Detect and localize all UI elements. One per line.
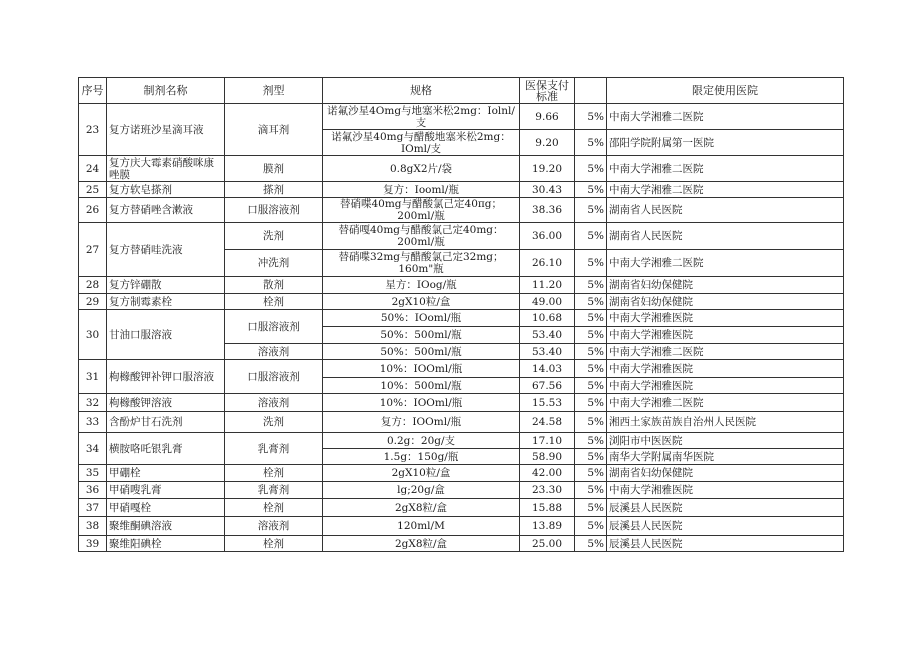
row-spec: 2gX10粒/盒 bbox=[323, 294, 520, 310]
row-form: 栓剂 bbox=[225, 536, 323, 552]
row-ratio: 5% bbox=[575, 223, 607, 250]
row-no: 34 bbox=[79, 433, 107, 465]
row-price: 53.40 bbox=[520, 327, 575, 344]
row-ratio: 5% bbox=[575, 378, 607, 394]
table-row bbox=[79, 536, 844, 552]
header-price: 医保支付标准 bbox=[520, 78, 575, 104]
row-ratio: 5% bbox=[575, 360, 607, 378]
row-no: 36 bbox=[79, 482, 107, 499]
row-name: 枸橼酸钾溶液 bbox=[107, 394, 225, 412]
row-ratio: 5% bbox=[575, 482, 607, 499]
row-hospital: 中南大学湘雅二医院 bbox=[607, 394, 844, 412]
row-spec: 1.5g：150g/瓶 bbox=[323, 449, 520, 465]
row-form: 栓剂 bbox=[225, 499, 323, 517]
header-hospital: 限定使用医院 bbox=[607, 78, 844, 104]
row-price: 17.10 bbox=[520, 433, 575, 449]
table-row bbox=[79, 294, 844, 310]
row-hospital: 中南大学湘雅医院 bbox=[607, 310, 844, 327]
row-hospital: 中南大学湘雅二医院 bbox=[607, 250, 844, 277]
row-spec: 诺氟沙星40mg与醋酸地塞米松2mg：IOml/支 bbox=[323, 130, 520, 156]
row-name: 甲硼栓 bbox=[107, 465, 225, 482]
row-price: 58.90 bbox=[520, 449, 575, 465]
row-hospital: 辰溪县人民医院 bbox=[607, 499, 844, 517]
row-spec: 2gX10粒/盒 bbox=[323, 465, 520, 482]
row-hospital: 辰溪县人民医院 bbox=[607, 536, 844, 552]
row-ratio: 5% bbox=[575, 536, 607, 552]
row-spec: 2gX8粒/盒 bbox=[323, 499, 520, 517]
row-name: 复方替硝哇洗液 bbox=[107, 223, 225, 277]
row-price: 24.58 bbox=[520, 412, 575, 433]
row-form: 乳膏剂 bbox=[225, 482, 323, 499]
row-form: 冲洗剂 bbox=[225, 250, 323, 277]
row-spec: 50%：IOoml/瓶 bbox=[323, 310, 520, 327]
row-form: 口服溶液剂 bbox=[225, 198, 323, 223]
row-spec: 10%：IOOml/瓶 bbox=[323, 394, 520, 412]
row-form: 栓剂 bbox=[225, 465, 323, 482]
header-row bbox=[79, 78, 844, 104]
row-ratio: 5% bbox=[575, 344, 607, 360]
table-row bbox=[79, 223, 844, 250]
row-ratio: 5% bbox=[575, 156, 607, 182]
row-name: 复方庆大霉素硝酸咪康唑膜 bbox=[107, 156, 225, 182]
row-price: 15.88 bbox=[520, 499, 575, 517]
row-form: 膜剂 bbox=[225, 156, 323, 182]
row-price: 23.30 bbox=[520, 482, 575, 499]
row-hospital: 湖南省人民医院 bbox=[607, 223, 844, 250]
row-hospital: 中南大学湘雅二医院 bbox=[607, 344, 844, 360]
table-row bbox=[79, 482, 844, 499]
row-price: 26.10 bbox=[520, 250, 575, 277]
row-price: 25.00 bbox=[520, 536, 575, 552]
row-spec: 替硝喋32mg与醋酸氯己定32mg；160m"瓶 bbox=[323, 250, 520, 277]
row-hospital: 辰溪县人民医院 bbox=[607, 517, 844, 536]
row-spec: 50%：500ml/瓶 bbox=[323, 344, 520, 360]
row-spec: 星方：IOog/瓶 bbox=[323, 277, 520, 294]
row-no: 24 bbox=[79, 156, 107, 182]
row-price: 38.36 bbox=[520, 198, 575, 223]
table-row bbox=[79, 277, 844, 294]
row-no: 23 bbox=[79, 104, 107, 156]
row-ratio: 5% bbox=[575, 277, 607, 294]
row-price: 14.03 bbox=[520, 360, 575, 378]
row-no: 39 bbox=[79, 536, 107, 552]
row-hospital: 湖南省妇幼保健院 bbox=[607, 277, 844, 294]
row-hospital: 湘西土家族苗族自治州人民医院 bbox=[607, 412, 844, 433]
row-name: 含酚炉甘石洗剂 bbox=[107, 412, 225, 433]
table-row bbox=[79, 499, 844, 517]
row-spec: 复方：Iooml/瓶 bbox=[323, 182, 520, 198]
row-no: 25 bbox=[79, 182, 107, 198]
row-ratio: 5% bbox=[575, 433, 607, 449]
header-name: 制剂名称 bbox=[107, 78, 225, 104]
row-no: 30 bbox=[79, 310, 107, 360]
row-price: 42.00 bbox=[520, 465, 575, 482]
row-spec: 2gX8粒/盒 bbox=[323, 536, 520, 552]
row-spec: 120ml/M bbox=[323, 517, 520, 536]
row-price: 11.20 bbox=[520, 277, 575, 294]
row-form: 洗剂 bbox=[225, 412, 323, 433]
row-name: 甘油口服溶液 bbox=[107, 310, 225, 360]
row-no: 38 bbox=[79, 517, 107, 536]
row-spec: lg;20g/盒 bbox=[323, 482, 520, 499]
row-price: 13.89 bbox=[520, 517, 575, 536]
table-row bbox=[79, 465, 844, 482]
header-form: 剂型 bbox=[225, 78, 323, 104]
row-hospital: 中南大学湘雅二医院 bbox=[607, 104, 844, 130]
row-ratio: 5% bbox=[575, 104, 607, 130]
row-ratio: 5% bbox=[575, 182, 607, 198]
row-form: 散剂 bbox=[225, 277, 323, 294]
row-form: 搽剂 bbox=[225, 182, 323, 198]
row-hospital: 湖南省人民医院 bbox=[607, 198, 844, 223]
row-name: 复方制霉素栓 bbox=[107, 294, 225, 310]
row-ratio: 5% bbox=[575, 394, 607, 412]
row-ratio: 5% bbox=[575, 327, 607, 344]
row-spec: 0.8gX2片/袋 bbox=[323, 156, 520, 182]
table-row bbox=[79, 198, 844, 223]
row-price: 30.43 bbox=[520, 182, 575, 198]
row-ratio: 5% bbox=[575, 250, 607, 277]
row-spec: 复方：IOOml/瓶 bbox=[323, 412, 520, 433]
row-spec: 诺氟沙星4Omg与地塞米松2mg：Iolnl/支 bbox=[323, 104, 520, 130]
row-spec: 50%：500ml/瓶 bbox=[323, 327, 520, 344]
row-no: 35 bbox=[79, 465, 107, 482]
row-ratio: 5% bbox=[575, 198, 607, 223]
row-hospital: 南华大学附属南华医院 bbox=[607, 449, 844, 465]
row-hospital: 湖南省妇幼保健院 bbox=[607, 465, 844, 482]
header-ratio bbox=[575, 78, 607, 104]
row-price: 10.68 bbox=[520, 310, 575, 327]
row-hospital: 中南大学湘雅医院 bbox=[607, 360, 844, 378]
table-row bbox=[79, 310, 844, 327]
row-form: 洗剂 bbox=[225, 223, 323, 250]
row-form: 口服溶液剂 bbox=[225, 360, 323, 394]
row-ratio: 5% bbox=[575, 130, 607, 156]
row-form: 溶液剂 bbox=[225, 394, 323, 412]
table-row bbox=[79, 156, 844, 182]
header-spec: 规格 bbox=[323, 78, 520, 104]
table-row bbox=[79, 360, 844, 378]
row-price: 15.53 bbox=[520, 394, 575, 412]
row-ratio: 5% bbox=[575, 499, 607, 517]
row-form: 溶液剂 bbox=[225, 344, 323, 360]
row-spec: 10%：IOOml/瓶 bbox=[323, 360, 520, 378]
row-hospital: 湖南省妇幼保健院 bbox=[607, 294, 844, 310]
row-spec: 替硝喋40mg与醋酸氯己定40πg；200ml/瓶 bbox=[323, 198, 520, 223]
row-no: 29 bbox=[79, 294, 107, 310]
row-price: 53.40 bbox=[520, 344, 575, 360]
row-form: 溶液剂 bbox=[225, 517, 323, 536]
row-form: 乳膏剂 bbox=[225, 433, 323, 465]
row-ratio: 5% bbox=[575, 517, 607, 536]
row-ratio: 5% bbox=[575, 294, 607, 310]
table-row bbox=[79, 104, 844, 130]
row-name: 复方软皂搽剂 bbox=[107, 182, 225, 198]
row-no: 31 bbox=[79, 360, 107, 394]
row-ratio: 5% bbox=[575, 310, 607, 327]
row-price: 9.20 bbox=[520, 130, 575, 156]
row-name: 复方替硝唑含漱液 bbox=[107, 198, 225, 223]
table-row bbox=[79, 433, 844, 449]
table-row bbox=[79, 517, 844, 536]
row-no: 33 bbox=[79, 412, 107, 433]
table-row bbox=[79, 412, 844, 433]
row-name: 甲硝嗖乳膏 bbox=[107, 482, 225, 499]
row-hospital: 中南大学湘雅二医院 bbox=[607, 182, 844, 198]
table-row bbox=[79, 394, 844, 412]
row-price: 67.56 bbox=[520, 378, 575, 394]
row-spec: 0.2g：20g/支 bbox=[323, 433, 520, 449]
row-no: 28 bbox=[79, 277, 107, 294]
row-name: 聚维酮碘溶液 bbox=[107, 517, 225, 536]
row-no: 26 bbox=[79, 198, 107, 223]
header-no: 序号 bbox=[79, 78, 107, 104]
row-hospital: 浏阳市中医医院 bbox=[607, 433, 844, 449]
row-hospital: 中南大学湘雅医院 bbox=[607, 482, 844, 499]
row-name: 枸橼酸钾补钾口服溶液 bbox=[107, 360, 225, 394]
row-hospital: 邵阳学院附属第一医院 bbox=[607, 130, 844, 156]
row-name: 横胺咯吒银乳膏 bbox=[107, 433, 225, 465]
row-spec: 10%：500ml/瓶 bbox=[323, 378, 520, 394]
row-hospital: 中南大学湘雅医院 bbox=[607, 327, 844, 344]
row-hospital: 中南大学湘雅二医院 bbox=[607, 156, 844, 182]
row-name: 复方诺班沙星滴耳液 bbox=[107, 104, 225, 156]
row-price: 9.66 bbox=[520, 104, 575, 130]
row-form: 栓剂 bbox=[225, 294, 323, 310]
row-price: 19.20 bbox=[520, 156, 575, 182]
row-spec: 替硝嘎40mg与醋酸氯己定40mg：200ml/瓶 bbox=[323, 223, 520, 250]
row-name: 聚维阳碘栓 bbox=[107, 536, 225, 552]
row-ratio: 5% bbox=[575, 465, 607, 482]
row-ratio: 5% bbox=[575, 412, 607, 433]
row-form: 滴耳剂 bbox=[225, 104, 323, 156]
row-price: 49.00 bbox=[520, 294, 575, 310]
row-no: 37 bbox=[79, 499, 107, 517]
row-no: 27 bbox=[79, 223, 107, 277]
table-row bbox=[79, 182, 844, 198]
row-ratio: 5% bbox=[575, 449, 607, 465]
row-hospital: 中南大学湘雅医院 bbox=[607, 378, 844, 394]
row-price: 36.00 bbox=[520, 223, 575, 250]
row-form: 口服溶液剂 bbox=[225, 310, 323, 344]
drug-price-table bbox=[78, 77, 844, 552]
row-no: 32 bbox=[79, 394, 107, 412]
row-name: 复方锌硼散 bbox=[107, 277, 225, 294]
row-name: 甲硝嘎栓 bbox=[107, 499, 225, 517]
